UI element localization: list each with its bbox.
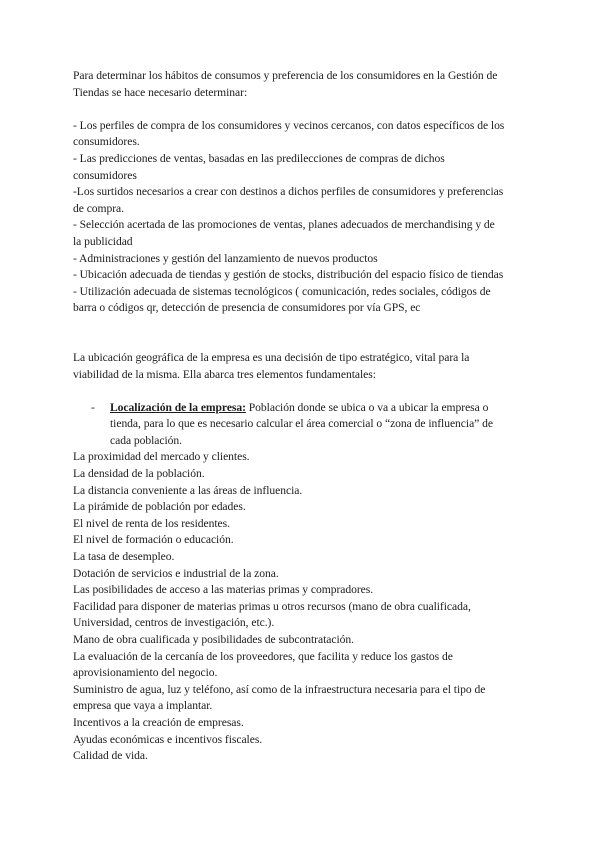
text-line: de compra. [73, 201, 125, 215]
text-line: -Los surtidos necesarios a crear con destinos a dichos perfiles de consumidores y preferencias [73, 185, 504, 199]
factor-line: La pirámide de población por edades. [73, 500, 246, 514]
intro-paragraph [73, 68, 535, 101]
list-item [73, 118, 535, 151]
blank-line [73, 383, 535, 400]
text-line: - Administraciones y gestión del lanzamiento de nuevos productos [73, 251, 378, 265]
blank-line [73, 317, 535, 350]
list-item [73, 151, 535, 184]
factor-line: empresa que vaya a implantar. [73, 699, 213, 713]
text-line: cada población. [110, 433, 182, 447]
document-page [73, 68, 535, 765]
text-line: la publicidad [73, 234, 133, 248]
text-line: - Selección acertada de las promociones de ventas, planes adecuados de merchandising y de [73, 218, 495, 232]
text-line: - Las predicciones de ventas, basadas en las predilecciones de compras de dichos [73, 151, 445, 165]
factor-line: Universidad, centros de investigación, etc.). [73, 616, 275, 630]
list-item [73, 267, 535, 284]
list-item [73, 284, 535, 317]
list-item [73, 251, 535, 268]
factor-line: aprovisionamiento del negocio. [73, 666, 218, 680]
factor-line: Las posibilidades de acceso a las materias primas y compradores. [73, 583, 374, 597]
factor-line: Calidad de vida. [73, 749, 148, 763]
factor-line: La distancia conveniente a las áreas de influencia. [73, 483, 303, 497]
factor-line: La tasa de desempleo. [73, 550, 175, 564]
bullet-heading: Localización de la empresa: [110, 400, 246, 414]
factor-line: Ayudas económicas e incentivos fiscales. [73, 732, 263, 746]
factor-line: La densidad de la población. [73, 467, 205, 481]
factor-line: El nivel de renta de los residentes. [73, 516, 230, 530]
text-line [110, 400, 535, 417]
text-line: consumidores [73, 168, 137, 182]
determinations-list [73, 118, 535, 317]
bullet-text: Población donde se ubica o va a ubicar la empresa o [245, 400, 489, 414]
text-line: consumidores. [73, 135, 140, 149]
factor-line: Facilidad para disponer de materias primas u otros recursos (mano de obra cualificada, [73, 599, 471, 613]
text-line: - Ubicación adecuada de tiendas y gestión de stocks, distribución del espacio físico de tiendas [73, 268, 504, 282]
blank-line [73, 101, 535, 118]
location-paragraph [73, 350, 535, 383]
text-line: - Los perfiles de compra de los consumidores y vecinos cercanos, con datos específicos de los [73, 118, 505, 132]
text-line: viabilidad de la misma. Ella abarca tres elementos fundamentales: [73, 367, 376, 381]
factor-line: Mano de obra cualificada y posibilidades de subcontratación. [73, 633, 354, 646]
list-item [73, 217, 535, 250]
factor-line: Suministro de agua, luz y teléfono, así como de la infraestructura necesaria para el tipo de [73, 682, 486, 696]
text-line: tienda, para lo que es necesario calcular el área comercial o “zona de influencia” de [110, 417, 493, 431]
factor-line: La evaluación de la cercanía de los proveedores, que facilita y reduce los gastos de [73, 649, 453, 663]
text-line: La ubicación geográfica de la empresa es una decisión de tipo estratégico, vital para la [73, 350, 470, 364]
factors-list [73, 449, 535, 764]
text-line: - Utilización adecuada de sistemas tecnológicos ( comunicación, redes sociales, códigos de [73, 284, 491, 298]
bullet-dash: - [91, 400, 95, 414]
list-item [73, 184, 535, 217]
text-line: Tiendas se hace necesario determinar: [73, 85, 248, 99]
bullet-item-localizacion [73, 400, 535, 450]
factor-line: Dotación de servicios e industrial de la zona. [73, 566, 279, 580]
text-line: Para determinar los hábitos de consumos y preferencia de los consumidores en la Gestión de [73, 69, 498, 82]
text-line: barra o códigos qr, detección de presencia de consumidores por vía GPS, ec [73, 301, 421, 315]
factor-line: Incentivos a la creación de empresas. [73, 715, 244, 729]
factor-line: La proximidad del mercado y clientes. [73, 450, 250, 464]
factor-line: El nivel de formación o educación. [73, 533, 234, 547]
